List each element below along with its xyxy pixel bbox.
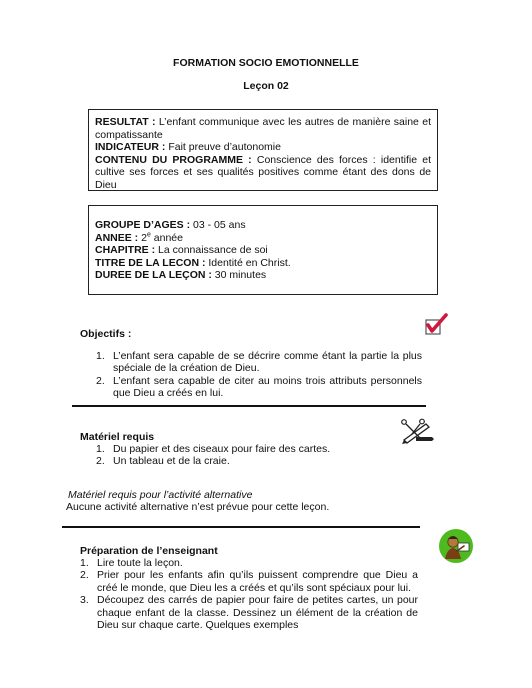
resultat-line xyxy=(95,116,431,141)
objectifs-list xyxy=(96,350,422,400)
groupe-text: 03 - 05 ans xyxy=(193,219,246,231)
list-item: 2. Prier pour les enfants afin qu’ils puissent comprendre que Dieu a créé le monde, que Dieu les a créés et qu’ils sont spéciaux pour lui. xyxy=(80,569,418,594)
lesson-overview-box xyxy=(88,109,438,191)
chapitre-line xyxy=(95,244,431,257)
annee-line xyxy=(95,232,431,245)
groupe-label: GROUPE D’AGES : xyxy=(95,219,191,231)
resultat-label: RESULTAT : xyxy=(95,116,156,128)
duree-text: 30 minutes xyxy=(214,269,267,282)
indicateur-text: Fait preuve d’autonomie xyxy=(168,141,281,154)
list-item: 1. Lire toute la leçon. xyxy=(80,557,183,569)
list-item: 1. L’enfant sera capable de se décrire comme étant la partie la plus spéciale de la création de Dieu. xyxy=(96,350,422,375)
lesson-details-box xyxy=(88,205,438,295)
section-divider xyxy=(72,405,426,407)
alternative-heading: Matériel requis pour l’activité alternative xyxy=(68,489,253,501)
preparation-heading: Préparation de l’enseignant xyxy=(80,545,218,557)
list-item: 1. Du papier et des ciseaux pour faire des cartes. xyxy=(96,443,331,455)
groupe-line xyxy=(95,219,431,232)
alternative-text: Aucune activité alternative n’est prévue pour cette leçon. xyxy=(66,501,330,513)
teacher-icon xyxy=(438,528,474,564)
annee-sup: e xyxy=(146,231,151,239)
contenu-label: CONTENU DU PROGRAMME : xyxy=(95,153,252,166)
titre-text: Identité en Christ. xyxy=(208,256,291,269)
indicateur-label: INDICATEUR : xyxy=(95,141,166,154)
duree-label: DUREE DE LA LEÇON : xyxy=(95,269,212,282)
chapitre-label: CHAPITRE : xyxy=(95,244,156,257)
annee-text: année xyxy=(153,231,183,244)
list-item: 3. Découpez des carrés de papier pour faire de petites cartes, un pour chaque enfant de la classe. Dessinez un élément de la création de Dieu sur chaque carte. Quelques exemples xyxy=(80,594,418,632)
contenu-line xyxy=(95,154,431,192)
list-item: 2. L’enfant sera capable de citer au moins trois attributs personnels que Dieu a créés en lui. xyxy=(96,374,422,400)
materiel-heading: Matériel requis xyxy=(80,431,155,443)
annee-label: ANNEE : xyxy=(95,231,139,244)
preparation-list xyxy=(80,557,418,631)
materiel-list xyxy=(96,443,422,468)
lesson-number: Leçon 02 xyxy=(243,80,289,92)
annee-num: 2 xyxy=(141,231,147,244)
list-item: 2. Un tableau et de la craie. xyxy=(96,455,230,468)
duree-line xyxy=(95,269,431,282)
chapitre-text: La connaissance de soi xyxy=(158,244,268,257)
document-title: FORMATION SOCIO EMOTIONNELLE xyxy=(173,57,359,69)
objectifs-heading: Objectifs : xyxy=(80,328,132,340)
titre-line xyxy=(95,257,431,270)
contenu-text: Conscience des forces : identifie et cultive ses forces et ses qualités positives comme étant des dons de Dieu xyxy=(95,153,431,191)
indicateur-line xyxy=(95,141,431,154)
checkbox-check-icon xyxy=(424,312,448,336)
resultat-text: L’enfant communique avec les autres de manière saine et compatissante xyxy=(95,116,431,141)
titre-label: TITRE DE LA LECON : xyxy=(95,256,206,269)
section-divider xyxy=(62,526,420,528)
pencil-scissors-icon xyxy=(400,418,436,446)
